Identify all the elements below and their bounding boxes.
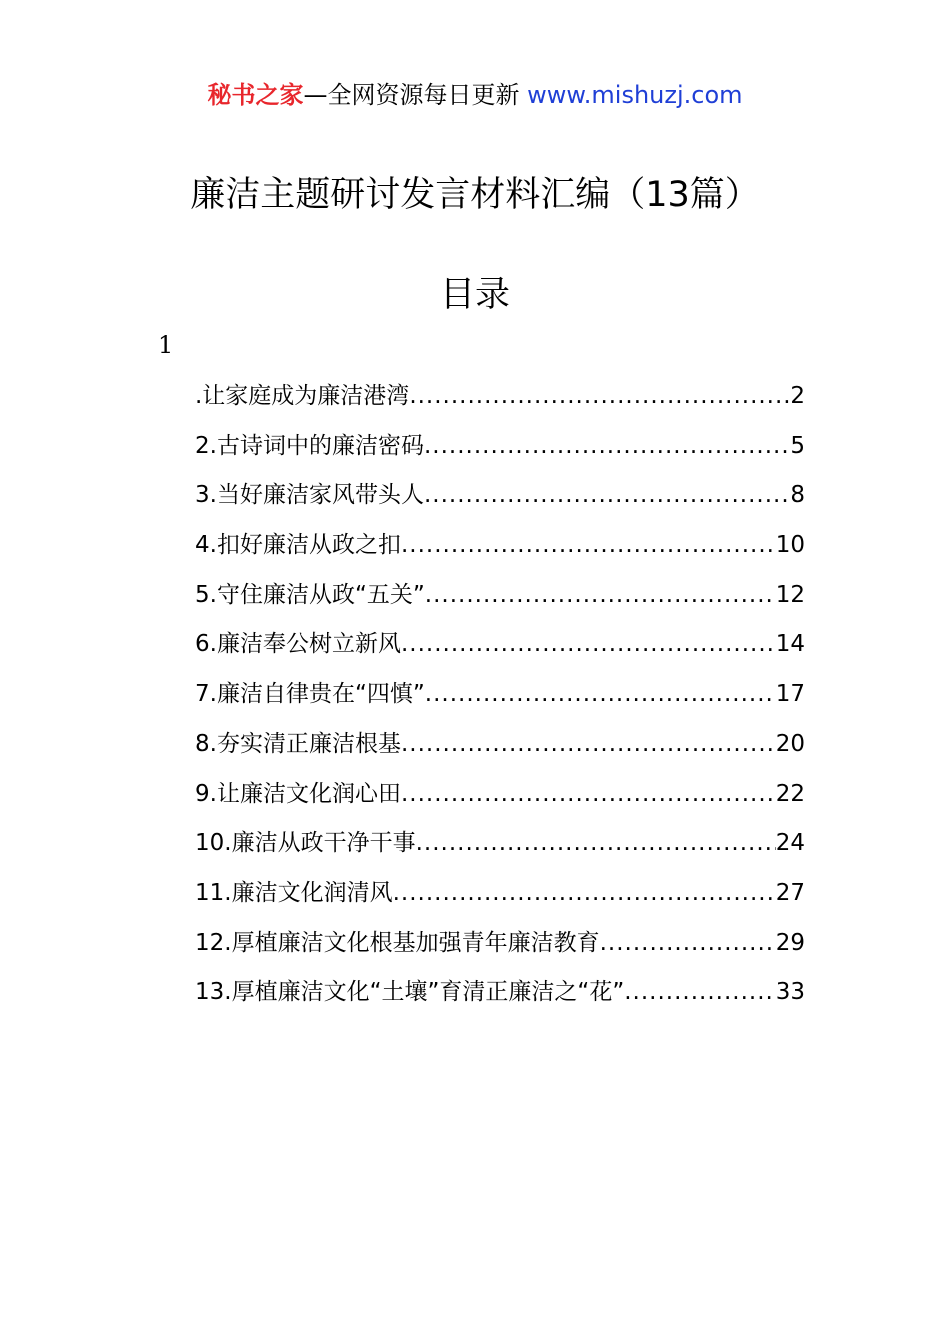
- toc-entry-title: 8.夯实清正廉洁根基: [195, 730, 401, 757]
- toc-dot-leader: [600, 921, 776, 965]
- toc-dot-leader: [624, 970, 775, 1014]
- toc-entry[interactable]: [195, 921, 805, 971]
- toc-entry-page: 12: [775, 581, 805, 608]
- table-of-contents: [195, 374, 805, 1020]
- toc-dot-leader: [424, 473, 790, 517]
- toc-entry[interactable]: [195, 970, 805, 1020]
- site-tagline: —全网资源每日更新: [303, 81, 528, 109]
- toc-entry[interactable]: [195, 523, 805, 573]
- toc-heading: 目录: [439, 275, 510, 315]
- toc-dot-leader: [424, 424, 790, 468]
- toc-entry[interactable]: [195, 622, 805, 672]
- toc-entry-page: 22: [775, 780, 805, 807]
- toc-entry-title: 13.厚植廉洁文化“土壤”育清正廉洁之“花”: [195, 979, 625, 1006]
- toc-entry[interactable]: [195, 772, 805, 822]
- toc-dot-leader: [416, 821, 776, 865]
- toc-dot-leader: [401, 622, 776, 666]
- toc-entry-page: 29: [775, 929, 805, 956]
- toc-dot-leader: [409, 374, 790, 418]
- toc-entry-page: 2: [790, 383, 805, 409]
- toc-entry[interactable]: [195, 722, 805, 772]
- toc-entry-title: 5.守住廉洁从政“五关”: [195, 581, 425, 608]
- toc-entry-title: 10.廉洁从政干净干事: [195, 830, 416, 857]
- toc-entry[interactable]: [195, 374, 805, 424]
- toc-entry-title: 2.古诗词中的廉洁密码: [195, 432, 424, 459]
- toc-entry[interactable]: [195, 871, 805, 921]
- toc-entry-page: 24: [775, 830, 805, 857]
- site-url-link[interactable]: www.mishuzj.com: [527, 81, 743, 109]
- toc-dot-leader: [401, 722, 776, 766]
- toc-entry-title: 3.当好廉洁家风带头人: [195, 482, 424, 509]
- toc-entry-page: 10: [775, 532, 805, 559]
- site-brand: 秘书之家: [207, 81, 304, 109]
- toc-entry-title: .让家庭成为廉洁港湾: [195, 383, 410, 409]
- toc-entry[interactable]: [195, 473, 805, 523]
- toc-entry-page: 14: [775, 631, 805, 658]
- toc-entry-page: 27: [775, 879, 805, 906]
- toc-entry-page: 5: [790, 432, 805, 459]
- toc-dot-leader: [425, 573, 776, 617]
- document-title: 廉洁主题研讨发言材料汇编（13篇）: [190, 175, 760, 215]
- toc-entry-title: 7.廉洁自律贵在“四慎”: [195, 681, 425, 708]
- toc-entry-page: 20: [775, 730, 805, 757]
- toc-entry[interactable]: [195, 672, 805, 722]
- toc-dot-leader: [401, 523, 776, 567]
- toc-entry[interactable]: [195, 821, 805, 871]
- section-number: 1: [158, 331, 174, 359]
- toc-entry-page: 17: [775, 681, 805, 708]
- toc-dot-leader: [401, 772, 776, 816]
- toc-entry-title: 4.扣好廉洁从政之扣: [195, 532, 401, 559]
- toc-dot-leader: [393, 871, 776, 915]
- toc-dot-leader: [425, 672, 776, 716]
- toc-entry[interactable]: [195, 424, 805, 474]
- toc-entry-page: 8: [790, 482, 805, 509]
- toc-entry-title: 6.廉洁奉公树立新风: [195, 631, 401, 658]
- toc-entry-page: 33: [775, 979, 805, 1006]
- toc-entry-title: 9.让廉洁文化润心田: [195, 780, 401, 807]
- toc-entry-title: 12.厚植廉洁文化根基加强青年廉洁教育: [195, 929, 600, 956]
- toc-entry[interactable]: [195, 573, 805, 623]
- site-header: [0, 78, 950, 112]
- toc-entry-title: 11.廉洁文化润清风: [195, 879, 393, 906]
